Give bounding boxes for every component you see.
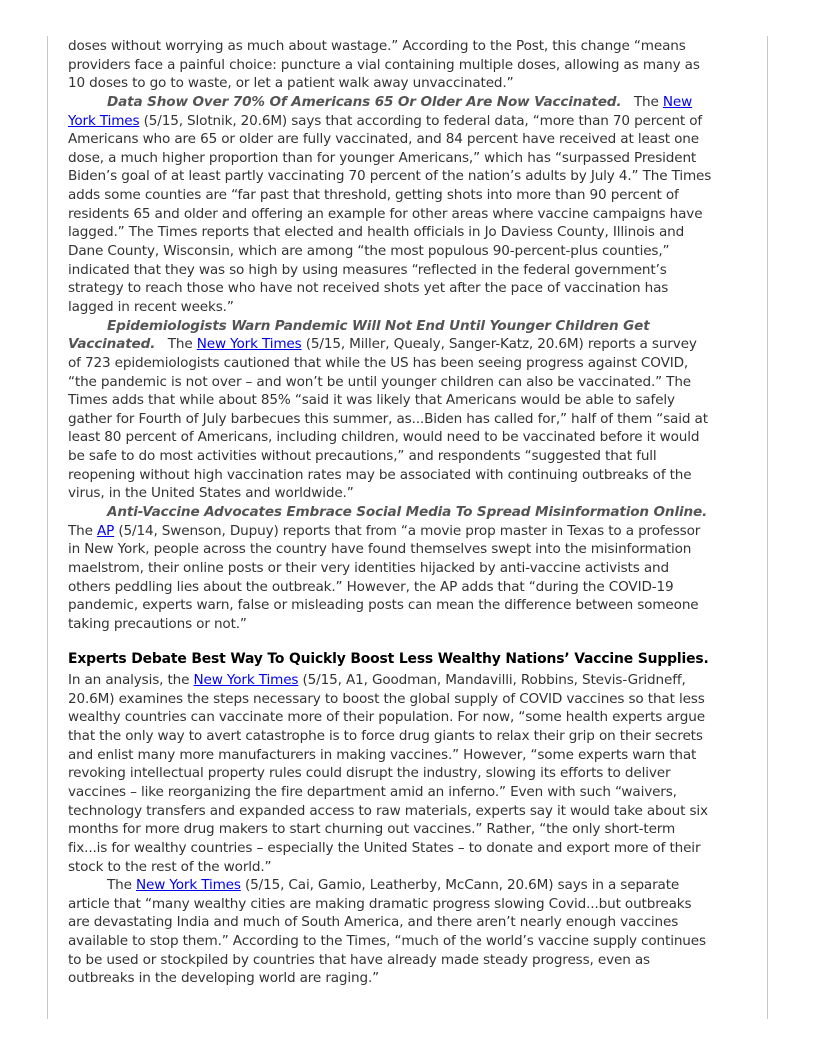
lead-in: The <box>68 522 98 539</box>
lead-in: The <box>107 877 137 894</box>
text-line: in New York, people across the country have found themselves swept into the misinformation <box>68 541 692 558</box>
text-line: adds some counties are “far past that threshold, getting shots into more than 90 percent of <box>68 187 679 204</box>
story-headline: Anti-Vaccine Advocates Embrace Social Media To Spread Misinformation Online. <box>107 504 708 521</box>
text-line: available to stop them.” According to the Times, “much of the world’s vaccine supply continues <box>68 933 706 950</box>
text-line: Dane County, Wisconsin, which are among “the most populous 90-percent-plus counties,” <box>68 243 670 260</box>
source-link-ap[interactable]: AP <box>97 522 115 539</box>
text-line: maelstrom, their online posts or their very identities hijacked by anti-vaccine activists and <box>68 559 669 576</box>
source-link-new-york-times[interactable]: New York Times <box>136 877 241 894</box>
citation: (5/14, Swenson, Dupuy) reports that from “a movie prop master in Texas to a professor <box>114 522 701 539</box>
text-line: taking precautions or not.” <box>68 615 247 632</box>
text-line: to be used or stockpiled by countries that have already made steady progress, even as <box>68 951 650 968</box>
text-line: providers face a painful choice: puncture a vial containing multiple doses, allowing as many as <box>68 56 700 73</box>
story-headline: Data Show Over 70% Of Americans 65 Or Older Are Now Vaccinated. <box>107 93 622 110</box>
text-line: of 723 epidemiologists cautioned that while the US has been seeing progress against COVID, <box>68 354 689 371</box>
source-link-new-york-times[interactable]: New <box>662 93 693 110</box>
lead-in: In an analysis, the <box>68 672 194 689</box>
text-line: least 80 percent of Americans, including children, would need to be vaccinated before it would <box>68 429 700 446</box>
story-headline-cont: Vaccinated. <box>68 336 156 353</box>
text-line: Biden’s goal of at least partly vaccinating 70 percent of the nation’s adults by July 4.” The Times <box>68 168 712 185</box>
text-line: Times adds that while about 85% “said it was likely that Americans would be able to safely <box>68 392 675 409</box>
text-line: strategy to reach those who have not received shots yet after the pace of vaccination has <box>68 280 669 297</box>
source-link-new-york-times-cont[interactable]: York Times <box>68 112 140 129</box>
text-line: be safe to do most activities without precautions,” and respondents “suggested that full <box>68 448 657 465</box>
story-global-separate-article <box>68 876 758 988</box>
document-body <box>68 37 758 988</box>
text-line: vaccines – like reorganizing the fire department amid an inferno.” Even with such “waivers, <box>68 783 677 800</box>
text-line: indicated that they was so high by using measures “reflected in the federal government’s <box>68 261 667 278</box>
text-line: lagged.” The Times reports that elected and health officials in Jo Daviess County, Illinois and <box>68 224 685 241</box>
text-line: pandemic, experts warn, false or misleading posts can mean the difference between someone <box>68 597 699 614</box>
text-line: “the pandemic is not over – and won’t be until younger children can also be vaccinated.” The <box>68 373 692 390</box>
text-line: are devastating India and much of South America, and there aren’t nearly enough vaccines <box>68 914 679 931</box>
text-line: revoking intellectual property rules could disrupt the industry, slowing its efforts to deliver <box>68 765 671 782</box>
text-line: dose, a much higher proportion than for younger Americans,” which has “surpassed President <box>68 149 697 166</box>
story-global-analysis <box>68 671 758 876</box>
text-line: others peddling lies about the outbreak.” However, the AP adds that “during the COVID-19 <box>68 578 674 595</box>
section-heading: Experts Debate Best Way To Quickly Boost Less Wealthy Nations’ Vaccine Supplies. <box>68 650 709 667</box>
text-line: lagged in recent weeks.” <box>68 298 234 315</box>
story-headline: Epidemiologists Warn Pandemic Will Not End Until Younger Children Get <box>107 317 650 334</box>
text-line: 20.6M) examines the steps necessary to boost the global supply of COVID vaccines so that less <box>68 690 705 707</box>
text-line: technology transfers and expanded access to raw materials, experts say it would take about six <box>68 802 708 819</box>
story-antivaccine-social-media <box>68 503 758 633</box>
text-line: reopening without high vaccination rates may be associated with continuing outbreaks of the <box>68 466 692 483</box>
text-line: Americans who are 65 or older are fully vaccinated, and 84 percent have received at least one <box>68 131 699 148</box>
text-line: months for more drug makers to start churning out vaccines.” Rather, “the only short-term <box>68 821 676 838</box>
text-line: fix...is for wealthy countries – especially the United States – to donate and export more of their <box>68 839 701 856</box>
text-line: wealthy countries can vaccinate more of their population. For now, “some health experts argue <box>68 709 705 726</box>
text-line: that the only way to avert catastrophe is to force drug giants to relax their grip on their secrets <box>68 728 703 745</box>
story-seniors-vaccinated <box>68 93 758 317</box>
section-global-vaccine-supply <box>68 650 758 989</box>
citation: (5/15, Slotnik, 20.6M) says that according to federal data, “more than 70 percent of <box>139 112 703 129</box>
citation: (5/15, Miller, Quealy, Sanger-Katz, 20.6M) reports a survey <box>301 336 697 353</box>
text-line: article that “many wealthy cities are making dramatic progress slowing Covid...but outbreaks <box>68 895 692 912</box>
citation: (5/15, A1, Goodman, Mandavilli, Robbins, Stevis-Gridneff, <box>298 672 686 689</box>
text-line: virus, in the United States and worldwide.” <box>68 485 354 502</box>
story-continuation <box>68 37 758 93</box>
source-link-new-york-times[interactable]: New York Times <box>193 672 299 689</box>
text-line: residents 65 and older and offering an example for other areas where vaccine campaigns have <box>68 205 703 222</box>
source-link-new-york-times[interactable]: New York Times <box>196 336 302 353</box>
text-line: and enlist many more manufacturers in making vaccines.” However, “some experts warn that <box>68 746 697 763</box>
lead-in: The <box>633 93 659 110</box>
lead-in: The <box>167 336 193 353</box>
text-line: stock to the rest of the world.” <box>68 858 272 875</box>
citation: (5/15, Cai, Gamio, Leatherby, McCann, 20.6M) says in a separate <box>240 877 680 894</box>
text-line: outbreaks in the developing world are raging.” <box>68 970 380 987</box>
story-epidemiologists <box>68 317 758 503</box>
text-line: 10 doses to go to waste, or let a patient walk away unvaccinated.” <box>68 75 514 92</box>
text-line: gather for Fourth of July barbecues this summer, as...Biden has called for,” half of them “said at <box>68 410 708 427</box>
text-line: doses without worrying as much about wastage.” According to the Post, this change “means <box>68 38 686 54</box>
